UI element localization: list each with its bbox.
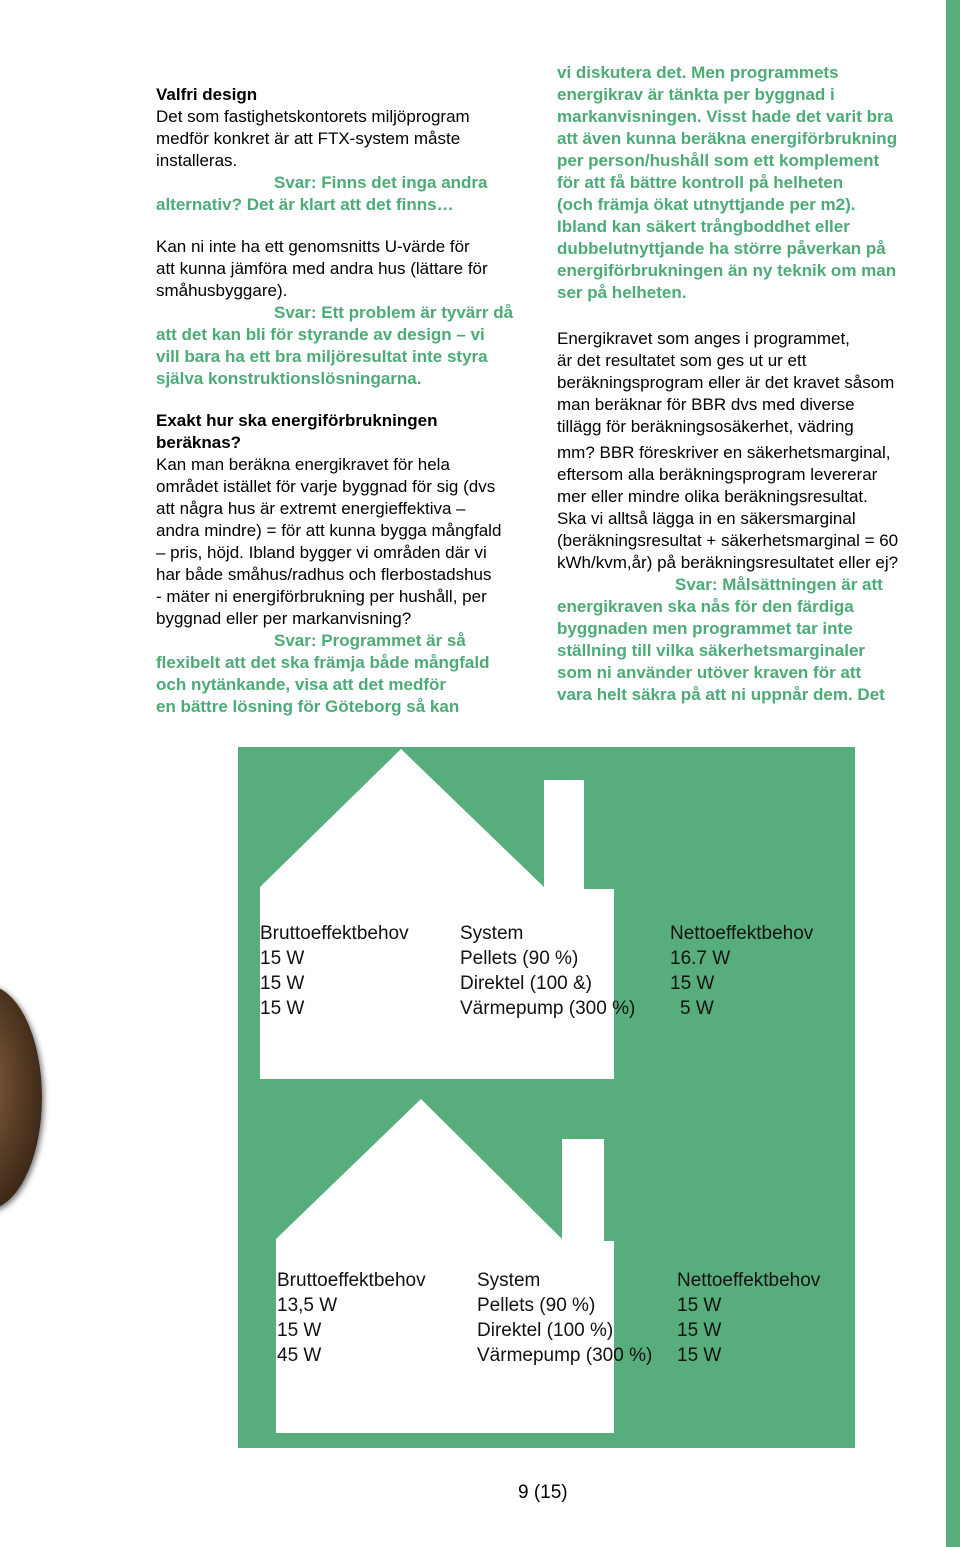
answer-line: markanvisningen. Visst hade det varit bra bbox=[557, 107, 894, 126]
question-line: byggnad eller per markanvisning? bbox=[156, 609, 412, 628]
answer-line: vara helt säkra på att ni uppnår dem. Det bbox=[557, 685, 885, 704]
system-header: System bbox=[477, 1270, 541, 1291]
question-line: området istället för varje byggnad för sig (dvs bbox=[156, 477, 496, 496]
brutto-value: 45 W bbox=[277, 1345, 322, 1366]
right-edge-stripe bbox=[942, 0, 960, 1547]
house-1-netto-column bbox=[670, 921, 813, 1021]
question-line: Ska vi alltså lägga in en säkersmarginal bbox=[557, 509, 856, 528]
answer-line: Ibland kan säkert trångboddhet eller bbox=[557, 217, 850, 236]
right-column bbox=[557, 62, 898, 706]
brutto-value: 15 W bbox=[260, 948, 305, 969]
answer-line: per person/hushåll som ett komplement bbox=[557, 151, 880, 170]
question-line: är det resultatet som ges ut ur ett bbox=[557, 351, 807, 370]
netto-value: 15 W bbox=[677, 1320, 722, 1341]
netto-value: 15 W bbox=[670, 973, 715, 994]
question-line: – pris, höjd. Ibland bygger vi områden där vi bbox=[156, 543, 487, 562]
question-line: - mäter ni energiförbrukning per hushåll, per bbox=[156, 587, 487, 606]
brutto-header: Bruttoeffektbehov bbox=[260, 923, 409, 944]
brutto-value: 15 W bbox=[260, 998, 305, 1019]
netto-header: Nettoeffektbehov bbox=[670, 923, 814, 944]
question-line: mer eller mindre olika beräkningsresultat. bbox=[557, 487, 868, 506]
question-line: Det som fastighetskontorets miljöprogram bbox=[156, 107, 470, 126]
answer-line: att även kunna beräkna energiförbrukning bbox=[557, 129, 898, 148]
question-line: installeras. bbox=[156, 151, 238, 170]
answer-line: energiförbrukningen än ny teknik om man bbox=[557, 261, 897, 280]
system-value: Direktel (100 %) bbox=[477, 1320, 614, 1341]
answer-line: Svar: Ett problem är tyvärr då bbox=[274, 303, 514, 322]
question-line: mm? BBR föreskriver en säkerhetsmarginal, bbox=[557, 443, 891, 462]
question-line: småhusbyggare). bbox=[156, 281, 288, 300]
answer-line: vi diskutera det. Men programmets bbox=[557, 63, 839, 82]
house-2-system-column bbox=[477, 1268, 652, 1368]
brutto-value: 15 W bbox=[260, 973, 305, 994]
page-number: 9 (15) bbox=[518, 1482, 568, 1503]
question-line: (beräkningsresultat + säkerhetsmarginal = 60 bbox=[557, 531, 899, 550]
question-line: att kunna jämföra med andra hus (lättare för bbox=[156, 259, 488, 278]
system-value: Pellets (90 %) bbox=[460, 948, 579, 969]
question-line: har både småhus/radhus och flerbostadshus bbox=[156, 565, 492, 584]
question-line: kWh/kvm,år) på beräkningsresultatet eller ej? bbox=[557, 553, 899, 572]
brutto-value: 13,5 W bbox=[277, 1295, 338, 1316]
answer-line: Svar: Programmet är så bbox=[274, 631, 466, 650]
system-value: Värmepump (300 %) bbox=[477, 1345, 653, 1366]
question-line: Energikravet som anges i programmet, bbox=[557, 329, 850, 348]
question-line: att några hus är extremt energieffektiva – bbox=[156, 499, 466, 518]
answer-line: flexibelt att det ska främja både mångfald bbox=[156, 653, 490, 672]
answer-line: en bättre lösning för Göteborg så kan bbox=[156, 697, 460, 716]
answer-line: som ni använder utöver kraven för att bbox=[557, 663, 862, 682]
house-1-system-column bbox=[460, 921, 635, 1021]
left-column bbox=[156, 84, 513, 718]
house-2-shape bbox=[276, 1099, 614, 1433]
answer-line: själva konstruktionslösningarna. bbox=[156, 369, 422, 388]
answer-line: energikrav är tänkta per byggnad i bbox=[557, 85, 835, 104]
answer-line: att det kan bli för styrande av design – vi bbox=[156, 325, 485, 344]
question-line: tillägg för beräkningsosäkerhet, vädring bbox=[557, 417, 854, 436]
brutto-header: Bruttoeffektbehov bbox=[277, 1270, 426, 1291]
question-line: eftersom alla beräkningsprogram levererar bbox=[557, 465, 878, 484]
answer-line: vill bara ha ett bra miljöresultat inte styra bbox=[156, 347, 488, 366]
netto-value: 5 W bbox=[680, 998, 714, 1019]
netto-value: 15 W bbox=[677, 1295, 722, 1316]
house-2-brutto-column bbox=[277, 1268, 426, 1368]
netto-header: Nettoeffektbehov bbox=[677, 1270, 821, 1291]
answer-line: ser på helheten. bbox=[557, 283, 687, 302]
answer-line: byggnaden men programmet tar inte bbox=[557, 619, 853, 638]
house-energy-figure bbox=[238, 747, 855, 1448]
section-heading: Exakt hur ska energiförbrukningen bbox=[156, 411, 438, 430]
system-value: Pellets (90 %) bbox=[477, 1295, 596, 1316]
answer-line: alternativ? Det är klart att det finns… bbox=[156, 195, 454, 214]
question-line: andra mindre) = för att kunna bygga mångfald bbox=[156, 521, 502, 540]
decorative-photo-edge bbox=[0, 985, 42, 1210]
answer-line: Svar: Målsättningen är att bbox=[675, 575, 883, 594]
house-2-netto-column bbox=[677, 1268, 820, 1368]
answer-line: (och främja ökat utnyttjande per m2). bbox=[557, 195, 856, 214]
answer-line: och nytänkande, visa att det medför bbox=[156, 675, 447, 694]
question-line: man beräknar för BBR dvs med diverse bbox=[557, 395, 855, 414]
system-value: Värmepump (300 %) bbox=[460, 998, 636, 1019]
section-heading: Valfri design bbox=[156, 85, 258, 104]
system-value: Direktel (100 &) bbox=[460, 973, 592, 994]
answer-line: Svar: Finns det inga andra bbox=[274, 173, 488, 192]
system-header: System bbox=[460, 923, 524, 944]
section-heading: beräknas? bbox=[156, 433, 242, 452]
netto-value: 15 W bbox=[677, 1345, 722, 1366]
brutto-value: 15 W bbox=[277, 1320, 322, 1341]
answer-line: dubbelutnyttjande ha större påverkan på bbox=[557, 239, 886, 258]
question-line: Kan man beräkna energikravet för hela bbox=[156, 455, 450, 474]
question-line: Kan ni inte ha ett genomsnitts U-värde för bbox=[156, 237, 470, 256]
answer-line: ställning till vilka säkerhetsmarginaler bbox=[557, 641, 866, 660]
question-line: beräkningsprogram eller är det kravet såsom bbox=[557, 373, 895, 392]
netto-value: 16.7 W bbox=[670, 948, 731, 969]
answer-line: för att få bättre kontroll på helheten bbox=[557, 173, 844, 192]
house-1-brutto-column bbox=[260, 921, 409, 1021]
house-1-shape bbox=[260, 749, 614, 1079]
answer-line: energikraven ska nås för den färdiga bbox=[557, 597, 854, 616]
question-line: medför konkret är att FTX-system måste bbox=[156, 129, 461, 148]
